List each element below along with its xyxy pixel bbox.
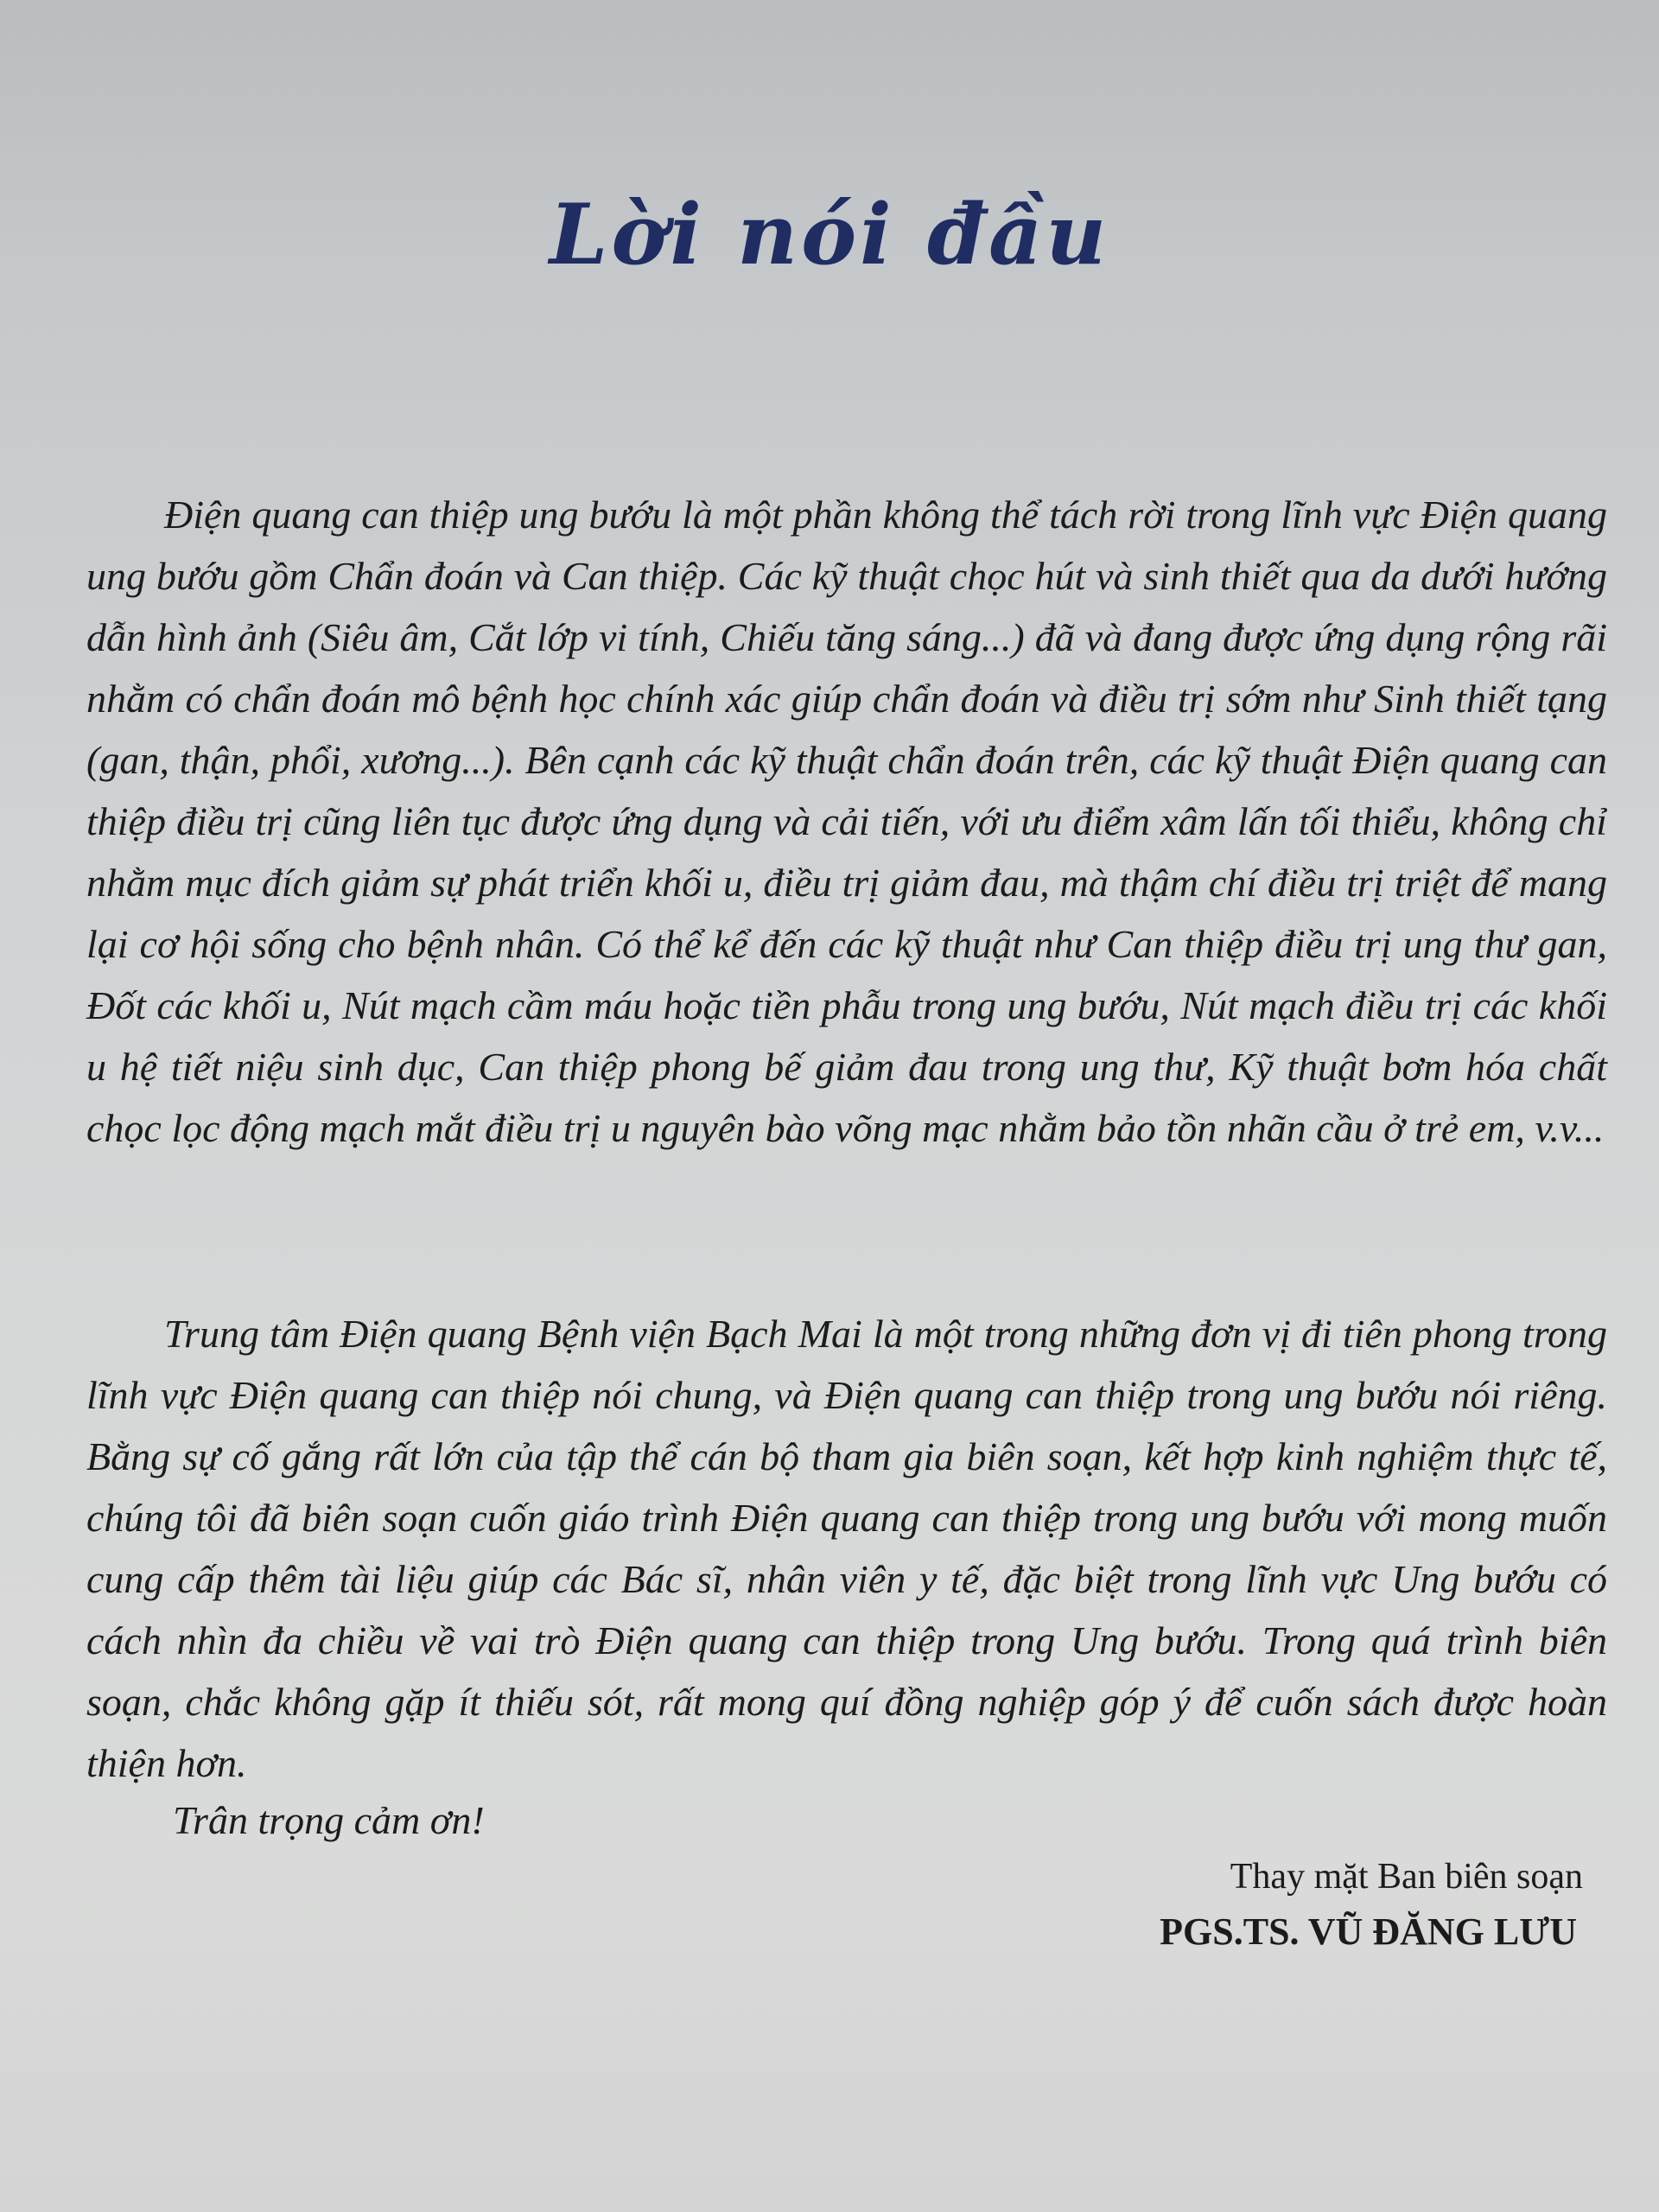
signature-role: Thay mặt Ban biên soạn (1230, 1857, 1583, 1897)
paragraph-1: Điện quang can thiệp ung bướu là một phần không thể tách rời trong lĩnh vực Điện quang ung bướu gồm Chẩn đoán và Can thiệp. Các kỹ thuật chọc hút và sinh thiết qua da dưới hướng dẫn hình ảnh (Siêu âm, Cắt lớp vi tính, Chiếu tăng sáng...) đã và đang được ứng dụng rộng rãi nhằm có chẩn đoán mô bệnh học chính xác giúp chẩn đoán và điều trị sớm như Sinh thiết tạng (gan, thận, phổi, xương...). Bên cạnh các kỹ thuật chẩn đoán trên, các kỹ thuật Điện quang can thiệp điều trị cũng liên tục được ứng dụng và cải tiến, với ưu điểm xâm lấn tối thiểu, không chỉ nhằm mục đích giảm sự phát triển khối u, điều trị giảm đau, mà thậm chí điều trị triệt để mang lại cơ hội sống cho bệnh nhân. Có thể kể đến các kỹ thuật như Can thiệp điều trị ung thư gan, Đốt các khối u, Nút mạch cầm máu hoặc tiền phẫu trong ung bướu, Nút mạch điều trị các khối u hệ tiết niệu sinh dục, Can thiệp phong bế giảm đau trong ung thư, Kỹ thuật bơm hóa chất chọc lọc động mạch mắt điều trị u nguyên bào võng mạc nhằm bảo tồn nhãn cầu ở trẻ em, v.v... (86, 493, 1607, 1150)
page-title: Lời nói đầu (549, 186, 1110, 283)
paragraph-2: Trung tâm Điện quang Bệnh viện Bạch Mai là một trong những đơn vị đi tiên phong trong lĩnh vực Điện quang can thiệp nói chung, và Điện quang can thiệp trong ung bướu nói riêng. Bằng sự cố gắng rất lớn của tập thể cán bộ tham gia biên soạn, kết hợp kinh nghiệm thực tế, chúng tôi đã biên soạn cuốn giáo trình Điện quang can thiệp trong ung bướu với mong muốn cung cấp thêm tài liệu giúp các Bác sĩ, nhân viên y tế, đặc biệt trong lĩnh vực Ung bướu có cách nhìn đa chiều về vai trò Điện quang can thiệp trong Ung bướu. Trong quá trình biên soạn, chắc không gặp ít thiếu sót, rất mong quí đồng nghiệp góp ý để cuốn sách được hoàn thiện hơn. (86, 1312, 1607, 1785)
signature-name: PGS.TS. VŨ ĐĂNG LƯU (1160, 1910, 1577, 1953)
closing-line: Trân trọng cảm ơn! (173, 1798, 485, 1842)
